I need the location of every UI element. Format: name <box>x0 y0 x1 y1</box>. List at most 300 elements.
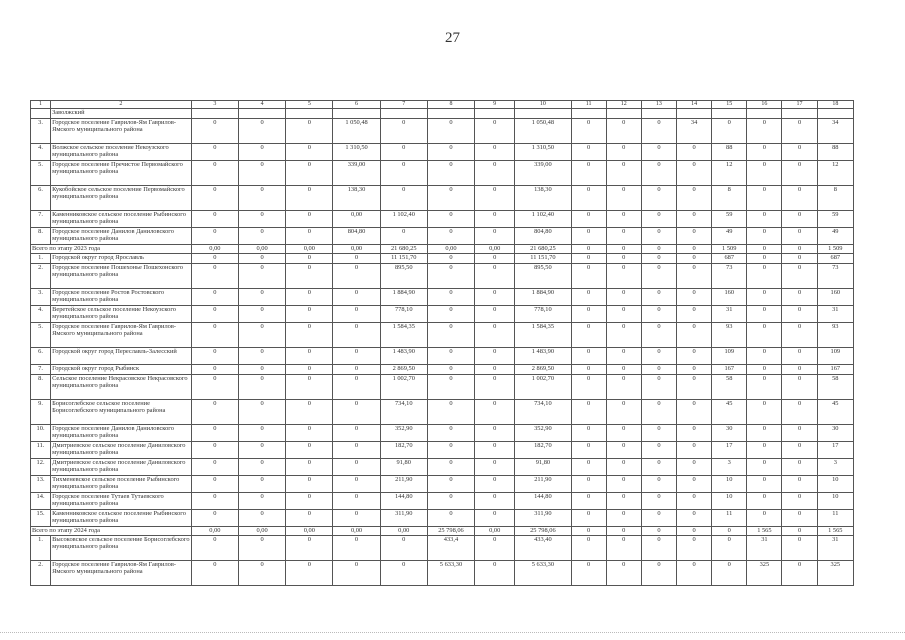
table-cell: 8 <box>817 186 853 211</box>
column-number-header: 9 <box>475 101 515 109</box>
table-cell: 0 <box>641 186 676 211</box>
table-cell: 0 <box>238 561 285 586</box>
table-cell: 0 <box>606 348 641 365</box>
table-cell: 0 <box>677 323 712 348</box>
table-cell: 0 <box>641 245 676 254</box>
table-cell: 0 <box>571 561 606 586</box>
table-cell: 0 <box>782 264 817 289</box>
table-cell: 0 <box>747 245 782 254</box>
table-cell: 804,80 <box>515 228 571 245</box>
table-cell: 0 <box>475 186 515 211</box>
table-cell: 0 <box>427 144 474 161</box>
table-cell: 0 <box>677 400 712 425</box>
table-cell: 352,90 <box>515 425 571 442</box>
table-cell: 0 <box>571 510 606 527</box>
table-cell: 88 <box>817 144 853 161</box>
table-cell: 109 <box>712 348 747 365</box>
table-cell: 0 <box>782 245 817 254</box>
table-cell: 0 <box>238 476 285 493</box>
table-cell: 0 <box>238 425 285 442</box>
table-cell: 0 <box>191 254 238 264</box>
row-number: 6. <box>31 186 51 211</box>
table-cell <box>191 109 238 119</box>
table-row <box>31 375 854 400</box>
table-cell: 0,00 <box>475 245 515 254</box>
municipality-name: Борисоглебское сельское поселение Борисоглебского муниципального района <box>51 400 192 425</box>
table-cell: 0 <box>286 365 333 375</box>
municipality-name: Сельское поселение Некрасовское Некрасовского муниципального района <box>51 375 192 400</box>
table-cell: 0 <box>286 400 333 425</box>
table-cell: 45 <box>817 400 853 425</box>
table-row <box>31 264 854 289</box>
table-cell: 0 <box>606 375 641 400</box>
table-cell: 0 <box>238 323 285 348</box>
table-cell: 0 <box>782 400 817 425</box>
table-cell: 10 <box>712 476 747 493</box>
table-cell: 0 <box>475 400 515 425</box>
table-row <box>31 323 854 348</box>
table-cell <box>782 109 817 119</box>
table-cell: 0 <box>191 161 238 186</box>
table-cell: 0 <box>238 119 285 144</box>
table-cell: 0 <box>238 493 285 510</box>
table-cell: 0 <box>641 365 676 375</box>
table-cell: 0 <box>712 119 747 144</box>
table-cell: 0 <box>606 254 641 264</box>
table-cell: 0 <box>238 161 285 186</box>
table-cell: 0 <box>606 459 641 476</box>
table-row <box>31 144 854 161</box>
table-cell: 138,30 <box>515 186 571 211</box>
table-cell: 352,90 <box>380 425 427 442</box>
table-cell: 30 <box>712 425 747 442</box>
table-cell: 0 <box>333 476 380 493</box>
column-number-header: 18 <box>817 101 853 109</box>
table-cell: 0 <box>641 375 676 400</box>
row-number: 8. <box>31 375 51 400</box>
table-row <box>31 348 854 365</box>
table-cell: 109 <box>817 348 853 365</box>
table-cell: 0 <box>475 119 515 144</box>
row-number: 7. <box>31 211 51 228</box>
table-cell: 0 <box>333 306 380 323</box>
table-cell: 12 <box>712 161 747 186</box>
column-number-header: 7 <box>380 101 427 109</box>
table-cell: 0,00 <box>380 527 427 536</box>
table-cell: 0 <box>677 144 712 161</box>
table-cell: 0 <box>747 510 782 527</box>
table-cell: 0 <box>333 493 380 510</box>
municipality-name: Кукобойское сельское поселение Первомайского муниципального района <box>51 186 192 211</box>
table-cell: 138,30 <box>333 186 380 211</box>
table-cell <box>380 109 427 119</box>
table-cell: 0 <box>333 561 380 586</box>
table-cell: 0 <box>606 228 641 245</box>
table-cell: 0 <box>677 186 712 211</box>
table-cell: 0 <box>606 119 641 144</box>
table-cell: 0 <box>606 289 641 306</box>
table-cell <box>238 109 285 119</box>
table-cell: 0 <box>286 493 333 510</box>
table-cell: 0 <box>747 323 782 348</box>
table-cell: 0 <box>333 289 380 306</box>
column-number-header: 8 <box>427 101 474 109</box>
table-cell: 311,90 <box>515 510 571 527</box>
municipality-name: Каменниковское сельское поселение Рыбинского муниципального района <box>51 211 192 228</box>
table-cell: 0 <box>286 510 333 527</box>
table-cell: 0,00 <box>238 527 285 536</box>
table-cell: 0 <box>286 228 333 245</box>
table-cell: 0 <box>427 211 474 228</box>
table-cell: 0 <box>380 144 427 161</box>
table-cell: 34 <box>817 119 853 144</box>
table-cell: 1 002,70 <box>515 375 571 400</box>
table-cell: 0 <box>677 459 712 476</box>
table-cell: 160 <box>817 289 853 306</box>
municipality-name: Заволжский <box>51 109 192 119</box>
table-cell: 0 <box>380 161 427 186</box>
table-cell: 0 <box>782 348 817 365</box>
table-cell: 0 <box>475 365 515 375</box>
table-cell: 0 <box>427 289 474 306</box>
table-cell: 0 <box>333 459 380 476</box>
table-row <box>31 561 854 586</box>
table-cell: 2 869,50 <box>380 365 427 375</box>
table-cell: 0 <box>641 119 676 144</box>
table-cell: 0 <box>747 254 782 264</box>
table-cell: 1 483,90 <box>380 348 427 365</box>
table-cell: 0 <box>475 306 515 323</box>
table-cell: 0 <box>747 289 782 306</box>
table-cell: 734,10 <box>380 400 427 425</box>
row-number: 3. <box>31 289 51 306</box>
table-cell: 0 <box>571 527 606 536</box>
table-row <box>31 425 854 442</box>
table-cell: 58 <box>712 375 747 400</box>
table-cell: 0 <box>380 536 427 561</box>
table-cell: 0 <box>606 536 641 561</box>
table-cell: 0 <box>782 476 817 493</box>
table-cell: 0,00 <box>333 211 380 228</box>
table-cell: 0 <box>427 375 474 400</box>
table-cell: 31 <box>747 536 782 561</box>
table-cell: 3 <box>817 459 853 476</box>
table-cell: 0 <box>641 211 676 228</box>
table-cell <box>747 109 782 119</box>
table-row <box>31 400 854 425</box>
table-cell: 0 <box>475 228 515 245</box>
table-cell: 0 <box>677 264 712 289</box>
table-cell: 0 <box>677 476 712 493</box>
table-cell: 0 <box>571 425 606 442</box>
column-number-header: 13 <box>641 101 676 109</box>
table-cell: 0 <box>606 245 641 254</box>
table-cell: 0 <box>427 459 474 476</box>
municipality-name: Каменниковское сельское поселение Рыбинского муниципального района <box>51 510 192 527</box>
table-cell: 0 <box>238 264 285 289</box>
table-cell: 0 <box>782 459 817 476</box>
table-row <box>31 211 854 228</box>
table-cell: 0 <box>191 186 238 211</box>
page-bottom-divider <box>0 632 905 634</box>
table-cell: 0 <box>641 459 676 476</box>
table-cell: 0 <box>571 161 606 186</box>
table-cell: 0,00 <box>333 527 380 536</box>
table-cell: 10 <box>712 493 747 510</box>
table-cell: 0 <box>747 442 782 459</box>
table-cell: 0 <box>641 144 676 161</box>
table-cell: 895,50 <box>380 264 427 289</box>
table-cell: 0 <box>747 476 782 493</box>
table-cell: 0 <box>641 561 676 586</box>
table-cell: 0 <box>333 365 380 375</box>
table-cell: 0 <box>641 306 676 323</box>
row-number: 8. <box>31 228 51 245</box>
table-row <box>31 161 854 186</box>
table-cell: 0,00 <box>333 245 380 254</box>
table-cell: 0 <box>238 365 285 375</box>
row-number: 10. <box>31 425 51 442</box>
table-cell: 0 <box>747 119 782 144</box>
table-cell: 0 <box>427 365 474 375</box>
table-cell: 0 <box>571 245 606 254</box>
table-cell: 0 <box>782 536 817 561</box>
table-cell: 0,00 <box>475 527 515 536</box>
table-cell: 93 <box>712 323 747 348</box>
table-cell: 0 <box>286 306 333 323</box>
table-row <box>31 109 854 119</box>
table-cell: 0 <box>571 536 606 561</box>
table-cell: 0 <box>747 493 782 510</box>
table-cell: 0 <box>571 365 606 375</box>
table-cell: 0 <box>427 493 474 510</box>
table-row <box>31 306 854 323</box>
municipality-name: Городское поселение Данилов Даниловского муниципального района <box>51 425 192 442</box>
table-cell: 0 <box>475 348 515 365</box>
table-cell: 433,4 <box>427 536 474 561</box>
table-cell: 0 <box>286 536 333 561</box>
table-cell: 0 <box>333 510 380 527</box>
table-cell: 0 <box>641 400 676 425</box>
table-cell: 0 <box>782 119 817 144</box>
table-cell: 30 <box>817 425 853 442</box>
row-number: 4. <box>31 144 51 161</box>
table-cell: 0 <box>286 144 333 161</box>
table-cell: 0 <box>571 400 606 425</box>
table-cell: 0 <box>641 536 676 561</box>
table-cell: 0 <box>571 493 606 510</box>
table-cell: 0 <box>606 161 641 186</box>
table-cell: 0 <box>782 375 817 400</box>
table-cell: 144,80 <box>515 493 571 510</box>
table-cell: 0 <box>333 348 380 365</box>
table-cell: 0 <box>641 476 676 493</box>
municipality-name: Городское поселение Тутаев Тутаевского муниципального района <box>51 493 192 510</box>
table-cell: 0 <box>677 211 712 228</box>
row-number: 4. <box>31 306 51 323</box>
column-number-header: 6 <box>333 101 380 109</box>
table-cell: 5 633,30 <box>427 561 474 586</box>
municipality-name: Городское поселение Пречистое Первомайского муниципального района <box>51 161 192 186</box>
table-cell: 0 <box>747 425 782 442</box>
table-cell: 0 <box>475 425 515 442</box>
table-cell: 0 <box>286 442 333 459</box>
table-cell: 58 <box>817 375 853 400</box>
table-cell: 0 <box>606 442 641 459</box>
table-cell: 0 <box>606 527 641 536</box>
municipality-name: Городское поселение Ростов Ростовского муниципального района <box>51 289 192 306</box>
table-cell: 0 <box>333 254 380 264</box>
table-cell: 0 <box>427 323 474 348</box>
table-cell: 211,90 <box>515 476 571 493</box>
table-cell: 0 <box>747 211 782 228</box>
table-cell: 167 <box>712 365 747 375</box>
table-cell: 59 <box>817 211 853 228</box>
table-cell: 0 <box>191 306 238 323</box>
table-cell: 0 <box>475 144 515 161</box>
table-cell: 0 <box>641 425 676 442</box>
table-cell: 0 <box>475 561 515 586</box>
row-number: 1. <box>31 254 51 264</box>
municipality-name: Городское поселение Гаврилов-Ям Гаврилов-Ямского муниципального района <box>51 323 192 348</box>
table-cell: 1 584,35 <box>515 323 571 348</box>
table-cell: 0 <box>191 323 238 348</box>
table-cell: 0 <box>782 144 817 161</box>
table-cell: 0 <box>571 306 606 323</box>
table-cell: 0 <box>427 186 474 211</box>
table-cell: 31 <box>817 306 853 323</box>
table-cell: 1 310,50 <box>515 144 571 161</box>
table-cell: 0 <box>782 510 817 527</box>
row-number <box>31 109 51 119</box>
table-cell: 0 <box>238 144 285 161</box>
table-cell <box>712 109 747 119</box>
table-cell: 8 <box>712 186 747 211</box>
table-cell: 0 <box>475 510 515 527</box>
table-row <box>31 186 854 211</box>
table-cell: 0 <box>571 289 606 306</box>
table-header-row <box>31 101 854 109</box>
table-row <box>31 510 854 527</box>
table-cell: 17 <box>712 442 747 459</box>
table-cell: 0 <box>238 375 285 400</box>
page-number: 27 <box>445 30 460 46</box>
table-cell: 804,80 <box>333 228 380 245</box>
table-cell: 0 <box>475 442 515 459</box>
table-cell: 325 <box>817 561 853 586</box>
table-cell: 3 <box>712 459 747 476</box>
table-cell: 0 <box>333 536 380 561</box>
table-cell: 0 <box>286 459 333 476</box>
table-cell: 0 <box>571 228 606 245</box>
table-cell: 0 <box>606 400 641 425</box>
table-cell: 0 <box>571 375 606 400</box>
table-cell: 0 <box>641 348 676 365</box>
table-cell: 0 <box>571 254 606 264</box>
table-cell: 1 050,48 <box>333 119 380 144</box>
table-cell: 0 <box>380 186 427 211</box>
row-number: 1. <box>31 536 51 561</box>
table-cell: 0 <box>333 264 380 289</box>
table-cell: 0 <box>191 561 238 586</box>
table-cell: 0 <box>475 476 515 493</box>
table-cell: 0 <box>747 400 782 425</box>
table-cell: 0 <box>641 254 676 264</box>
table-cell: 0 <box>677 510 712 527</box>
table-cell: 0 <box>286 375 333 400</box>
table-cell: 49 <box>817 228 853 245</box>
table-cell: 0 <box>606 211 641 228</box>
row-number: 15. <box>31 510 51 527</box>
table-cell: 0 <box>238 289 285 306</box>
table-cell <box>427 109 474 119</box>
table-cell: 339,00 <box>515 161 571 186</box>
column-number-header: 15 <box>712 101 747 109</box>
table-cell: 0 <box>677 536 712 561</box>
table-cell: 0 <box>427 442 474 459</box>
table-cell: 0 <box>782 289 817 306</box>
table-cell: 11 <box>712 510 747 527</box>
table-cell: 0 <box>427 425 474 442</box>
table-cell <box>475 109 515 119</box>
table-row <box>31 459 854 476</box>
table-cell: 0 <box>427 476 474 493</box>
table-cell: 0 <box>747 459 782 476</box>
table-cell: 0 <box>677 527 712 536</box>
row-number: 2. <box>31 264 51 289</box>
table-cell: 0 <box>475 323 515 348</box>
table-cell: 0 <box>191 211 238 228</box>
table-cell: 0 <box>286 425 333 442</box>
table-cell: 0 <box>238 211 285 228</box>
table-cell: 5 633,30 <box>515 561 571 586</box>
table-cell: 0 <box>747 348 782 365</box>
table-cell: 0 <box>606 323 641 348</box>
row-number: 14. <box>31 493 51 510</box>
table-cell: 0 <box>333 442 380 459</box>
table-cell: 25 798,06 <box>427 527 474 536</box>
table-cell: 0 <box>677 442 712 459</box>
table-cell: 0 <box>427 306 474 323</box>
column-number-header: 14 <box>677 101 712 109</box>
table-cell: 0 <box>641 442 676 459</box>
table-cell: 0 <box>286 254 333 264</box>
table-cell: 325 <box>747 561 782 586</box>
table-cell: 0 <box>475 254 515 264</box>
table-cell: 0 <box>782 186 817 211</box>
table-cell: 0 <box>782 493 817 510</box>
table-cell: 1 102,40 <box>515 211 571 228</box>
table-cell: 0 <box>427 161 474 186</box>
table-cell: 0 <box>782 228 817 245</box>
municipality-name: Тихменевское сельское поселение Рыбинского муниципального района <box>51 476 192 493</box>
row-number: 3. <box>31 119 51 144</box>
table-cell <box>333 109 380 119</box>
table-cell <box>817 109 853 119</box>
table-cell: 45 <box>712 400 747 425</box>
table-cell: 0 <box>380 228 427 245</box>
table-cell: 0 <box>333 400 380 425</box>
table-cell: 687 <box>712 254 747 264</box>
table-cell: 0 <box>427 264 474 289</box>
table-cell: 0 <box>677 245 712 254</box>
table-row <box>31 536 854 561</box>
table-cell: 0 <box>747 306 782 323</box>
row-number: 5. <box>31 323 51 348</box>
table-cell: 1 509 <box>712 245 747 254</box>
column-number-header: 1 <box>31 101 51 109</box>
table-cell: 0 <box>677 493 712 510</box>
